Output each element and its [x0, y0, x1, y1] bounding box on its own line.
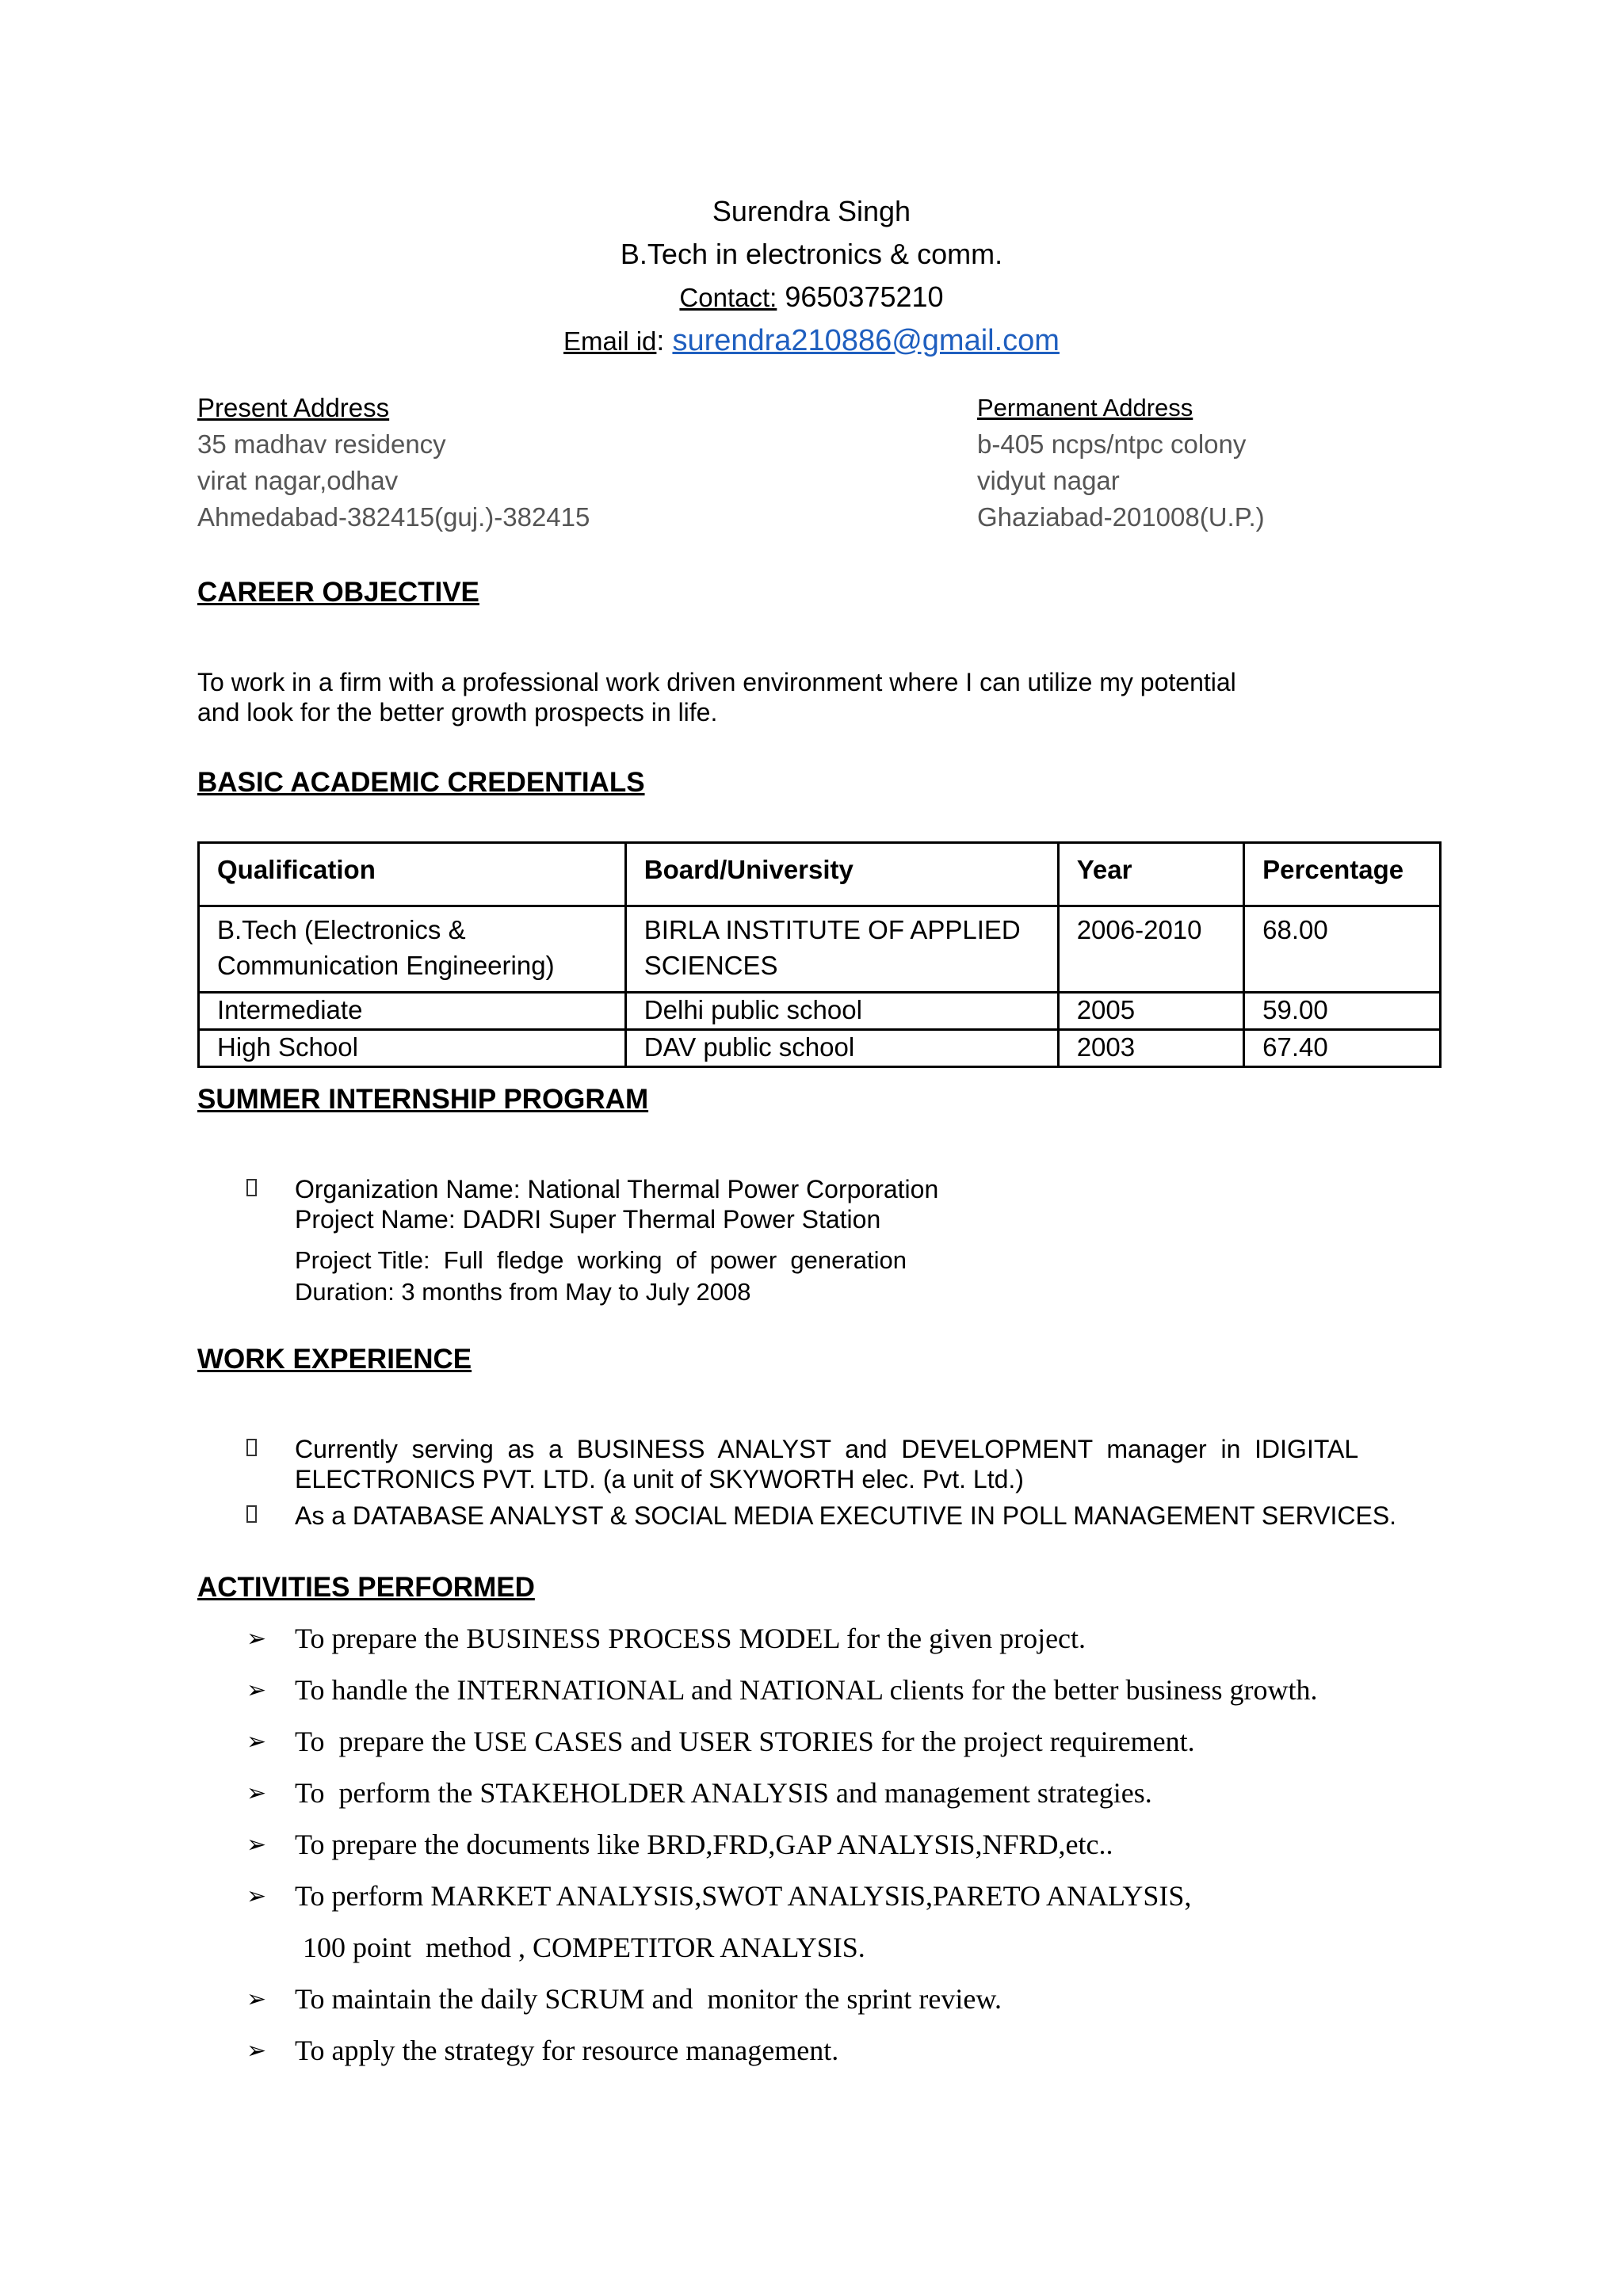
list-item [197, 1716, 1465, 1768]
permanent-address-line: Ghaziabad-201008(U.P.) [977, 502, 1265, 532]
cell-line: BIRLA INSTITUTE OF APPLIED [643, 915, 1021, 944]
arrow-bullet-icon: ➢ [246, 1831, 267, 1859]
internship-duration: Duration: 3 months from May to July 2008 [295, 1278, 751, 1306]
internship-heading: SUMMER INTERNSHIP PROGRAM [197, 1084, 649, 1115]
percentage-cell: 68.00 [1244, 906, 1441, 993]
table-row [199, 1030, 1441, 1067]
qualification-cell: High School [199, 1030, 626, 1067]
list-item [197, 2025, 1465, 2077]
list-item [197, 1434, 1402, 1494]
present-address [197, 390, 590, 536]
candidate-name: Surendra Singh [712, 195, 911, 227]
contact-line [0, 276, 1623, 319]
present-address-title: Present Address [197, 393, 390, 422]
work-experience-heading: WORK EXPERIENCE [197, 1344, 472, 1375]
academic-credentials-heading: BASIC ACADEMIC CREDENTIALS [197, 767, 645, 798]
project-name: Project Name: DADRI Super Thermal Power Station [295, 1205, 881, 1234]
list-item [197, 1819, 1465, 1871]
candidate-degree: B.Tech in electronics & comm. [620, 238, 1003, 270]
activity-text: To prepare the USE CASES and USER STORIES for the project requirement. [295, 1726, 1195, 1757]
year-cell: 2006-2010 [1058, 906, 1243, 993]
list-item [197, 1613, 1465, 1665]
contact-label: Contact: [679, 283, 777, 312]
list-item [197, 1871, 1465, 1922]
activity-text: To handle the INTERNATIONAL and NATIONAL clients for the better business growth. [295, 1674, 1318, 1706]
work-item-line: Currently serving as a BUSINESS ANALYST and DEVELOPMENT manager in IDIGITAL [295, 1435, 1359, 1463]
activity-text: To maintain the daily SCRUM and monitor the sprint review. [295, 1983, 1002, 2015]
present-address-line: virat nagar,odhav [197, 466, 399, 495]
email-line [0, 319, 1623, 363]
percentage-cell: 59.00 [1244, 993, 1441, 1030]
arrow-bullet-icon: ➢ [246, 1676, 267, 1704]
academic-credentials-table [197, 841, 1442, 1068]
activities-heading: ACTIVITIES PERFORMED [197, 1572, 535, 1603]
box-bullet-icon [246, 1439, 257, 1456]
list-item [197, 1501, 1402, 1531]
list-item [197, 1974, 1465, 2025]
career-objective-line: To work in a firm with a professional work driven environment where I can utilize my potential [197, 668, 1236, 696]
column-header: Percentage [1244, 843, 1441, 906]
project-title: Project Title: Full fledge working of power generation [295, 1246, 907, 1274]
list-item [197, 1768, 1465, 1819]
board-cell [625, 906, 1058, 993]
table-row [199, 993, 1441, 1030]
permanent-address-line: b-405 ncps/ntpc colony [977, 429, 1247, 459]
permanent-address [977, 390, 1265, 536]
work-item-line: ELECTRONICS PVT. LTD. (a unit of SKYWORTH elec. Pvt. Ltd.) [295, 1465, 1024, 1493]
column-header: Board/University [625, 843, 1058, 906]
qualification-cell: Intermediate [199, 993, 626, 1030]
present-address-line: 35 madhav residency [197, 429, 446, 459]
box-bullet-icon [246, 1179, 257, 1196]
work-experience-list [197, 1434, 1402, 1531]
board-cell: DAV public school [625, 1030, 1058, 1067]
arrow-bullet-icon: ➢ [246, 1625, 267, 1653]
career-objective-text [197, 667, 1434, 727]
email-label: Email id [563, 326, 657, 356]
permanent-address-title: Permanent Address [977, 394, 1193, 421]
arrow-bullet-icon: ➢ [246, 1779, 267, 1807]
internship-details [197, 1174, 1402, 1309]
activity-text: To apply the strategy for resource management. [295, 2035, 839, 2066]
board-cell: Delhi public school [625, 993, 1058, 1030]
cell-line: SCIENCES [643, 951, 778, 980]
work-item-line: As a DATABASE ANALYST & SOCIAL MEDIA EXECUTIVE IN POLL MANAGEMENT SERVICES. [295, 1501, 1397, 1530]
arrow-bullet-icon: ➢ [246, 2037, 267, 2065]
percentage-cell: 67.40 [1244, 1030, 1441, 1067]
table-header-row [199, 843, 1441, 906]
resume-header [0, 190, 1623, 363]
cell-line: B.Tech (Electronics & [217, 915, 466, 944]
list-item [197, 1665, 1465, 1716]
email-link[interactable]: surendra210886@gmail.com [672, 324, 1060, 357]
cell-line: Communication Engineering) [217, 951, 555, 980]
year-cell: 2005 [1058, 993, 1243, 1030]
activity-text: To prepare the documents like BRD,FRD,GAP ANALYSIS,NFRD,etc.. [295, 1829, 1113, 1860]
permanent-address-line: vidyut nagar [977, 466, 1120, 495]
contact-value: 9650375210 [785, 280, 944, 313]
career-objective-line: and look for the better growth prospects in life. [197, 698, 718, 727]
year-cell: 2003 [1058, 1030, 1243, 1067]
present-address-line: Ahmedabad-382415(guj.)-382415 [197, 502, 590, 532]
arrow-bullet-icon: ➢ [246, 1882, 267, 1910]
arrow-bullet-icon: ➢ [246, 1985, 267, 2013]
activity-continuation: 100 point method , COMPETITOR ANALYSIS. [303, 1932, 865, 1963]
email-separator: : [656, 324, 665, 357]
activities-list [197, 1613, 1465, 2077]
qualification-cell [199, 906, 626, 993]
organization-name: Organization Name: National Thermal Power Corporation [295, 1175, 939, 1203]
box-bullet-icon [246, 1505, 257, 1523]
arrow-bullet-icon: ➢ [246, 1728, 267, 1756]
activity-text: To perform the STAKEHOLDER ANALYSIS and management strategies. [295, 1777, 1152, 1809]
activity-text: To perform MARKET ANALYSIS,SWOT ANALYSIS,PARETO ANALYSIS, [295, 1880, 1192, 1912]
list-item [197, 1174, 1402, 1309]
table-row [199, 906, 1441, 993]
column-header: Qualification [199, 843, 626, 906]
column-header: Year [1058, 843, 1243, 906]
activity-text: To prepare the BUSINESS PROCESS MODEL for the given project. [295, 1623, 1086, 1654]
career-objective-heading: CAREER OBJECTIVE [197, 577, 479, 608]
